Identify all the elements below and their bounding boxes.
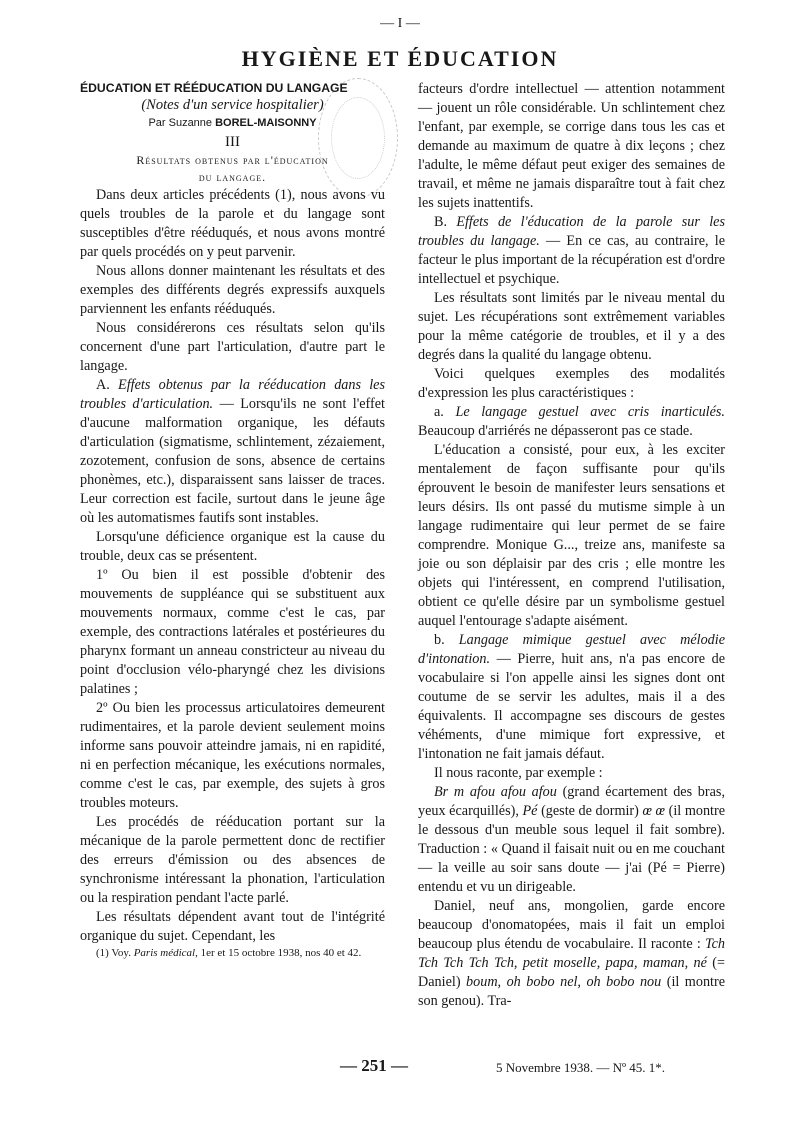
paragraph: [418, 631, 725, 764]
subsection-heading: Le langage gestuel avec cris inarticulés.: [455, 404, 725, 420]
paragraph: Les résultats dépendent avant tout de l'intégrité organique du sujet. Cependant, les: [80, 909, 385, 944]
footnote-journal: Paris médical: [133, 947, 196, 959]
paragraph: Les procédés de rééducation portant sur la mécanique de la parole permettent donc de rectifier des erreurs d'émission ou des absences de synchronisme intéressant la phonation, l'articulation ou la respiration pendant l'acte parlé.: [80, 814, 385, 906]
quoted-speech: Br m afou afou afou: [434, 784, 557, 800]
paragraph-text: (il montre le dessous d'un meuble sous lequel il fait sombre). Traduction : « Quand il faisait nuit ou en me couchant — la veille au soir sans doute — j'ai (Pé = Pierre) entendu et vu un dirigeable.: [418, 803, 726, 895]
section-heading: Effets de l'éducation de la parole sur les troubles du langage.: [418, 214, 725, 249]
subsection-heading: Langage mimique gestuel avec mélodie d'intonation.: [418, 632, 725, 667]
part-title: [80, 152, 385, 186]
paragraph: L'éducation a consisté, pour eux, à les exciter mentalement de façon suffisante pour qu'ils éprouvent le besoin de manifester leurs sensations et leurs désirs. Ils ont passé du mutisme simple à un langage rudimentaire qui leur permet de se faire comprendre. Monique G..., treize ans, manifeste sa joie ou son déplaisir par des cris ; elle montre les objets qui l'intéressent, en comprend l'utilisation, obtient ce qu'elle désire par un symbolisme gestuel auquel l'entourage s'adapte aisément.: [418, 442, 725, 629]
issue-date: 5 Novembre 1938. — Nº 45. 1*.: [496, 1060, 666, 1075]
quoted-speech: Pé: [522, 803, 538, 819]
left-column: [80, 80, 385, 960]
page-mark: — I —: [380, 16, 420, 31]
subsection-letter: a.: [434, 404, 456, 420]
subsection-letter: b.: [434, 632, 459, 648]
article-subtitle: (Notes d'un service hospitalier): [141, 97, 324, 113]
article-title: ÉDUCATION ET RÉÉDUCATION DU LANGAGE: [80, 81, 348, 95]
right-column: [418, 80, 725, 1011]
section-title: HYGIÈNE ET ÉDUCATION: [241, 46, 559, 71]
part-number: III: [225, 134, 240, 150]
paragraph: [418, 783, 725, 897]
quoted-speech: Tch Tch Tch Tch Tch, petit moselle, papa, maman, né: [418, 936, 725, 971]
footnote-text: , 1er et 15 octobre 1938, nos 40 et 42.: [195, 947, 362, 959]
quoted-speech: boum, oh bobo nel, oh bobo nou: [466, 974, 662, 990]
paragraph: Lorsqu'une déficience organique est la cause du trouble, deux cas se présentent.: [80, 529, 385, 564]
paragraph: Les résultats sont limités par le niveau mental du sujet. Les récupérations sont extrêmement variables pour la même catégorie de troubles, et il y a des degrés dans la qualité du langage obtenu.: [418, 290, 725, 363]
byline-author: BOREL-MAISONNY: [215, 117, 317, 129]
section-heading: Effets obtenus par la rééducation dans les troubles d'articulation.: [80, 377, 385, 412]
paragraph-text: (grand écartement des bras, yeux écarquillés),: [418, 784, 725, 819]
paragraph: Nous allons donner maintenant les résultats et des exemples des différents degrés expressifs auxquels parviennent les enfants rééduqués.: [80, 263, 385, 317]
paragraph: [418, 213, 725, 289]
paragraph-text: Daniel, neuf ans, mongolien, garde encore beaucoup d'onomatopées, mais il fait un emploi beaucoup plus étendu de vocabulaire. Il raconte :: [418, 898, 725, 952]
paragraph-text: Beaucoup d'arriérés ne dépasseront pas ce stade.: [418, 423, 693, 439]
paragraph: [418, 403, 725, 441]
paragraph-text: (il montre son genou). Tra-: [418, 974, 725, 1009]
section-letter: B.: [434, 214, 457, 230]
paragraph: [80, 376, 385, 528]
paragraph: Il nous raconte, par exemple :: [434, 765, 603, 781]
paragraph: Nous considérerons ces résultats selon qu'ils concernent d'une part l'articulation, d'autre part le langage.: [80, 320, 385, 374]
paragraph-text: — Pierre, huit ans, n'a pas encore de vocabulaire si l'on appelle ainsi les signes dont ont coutume de se servir les adultes, mais il a des équivalents. Il accompagne ses discours de gestes véhéments, d'une mimique fort expressive, et l'intonation ne fait jamais défaut.: [418, 651, 725, 762]
paragraph-text: — Lorsqu'ils ne sont l'effet d'aucune malformation organique, les défauts d'articulation (sigmatisme, schlintement, zézaiement, zozotement, confusion de sons, absence de certains phonèmes, etc.), disparaissent sans laisser de traces. Leur correction est facile, surtout dans le jeune âge où les automatismes fautifs sont instables.: [80, 396, 385, 526]
paragraph-text: (geste de dormir): [537, 803, 643, 819]
section-letter: A.: [96, 377, 119, 393]
byline-prefix: Par Suzanne: [148, 117, 216, 129]
part-title-line-1: Résultats obtenus par l'éducation: [136, 153, 329, 167]
paragraph: facteurs d'ordre intellectuel — attention notamment — jouent un rôle considérable. Un schlintement chez l'enfant, par exemple, se corrige dans tous les cas et demande au maximum de quatre à dix leçons ; chez l'adulte, le même défaut peut exiger des semaines de travail, et même ne jamais disparaître tout à fait chez les sujets inattentifs.: [418, 81, 725, 211]
footnote-text: (1) Voy.: [96, 947, 134, 959]
paragraph-text: (= Daniel): [418, 955, 725, 990]
part-title-line-2: du langage.: [198, 170, 267, 184]
paragraph: 2º Ou bien les processus articulatoires demeurent rudimentaires, et la parole devient seulement moins informe sans pouvoir atteindre jamais, ni en rapidité, ni en perfection mécanique, les exécutions normales, comme c'est le cas, par exemple, des sujets à gros troubles moteurs.: [80, 700, 385, 811]
paragraph-text: — En ce cas, au contraire, le facteur le plus important de la récupération est d'ordre intellectuel et psychique.: [418, 233, 726, 287]
paragraph: 1º Ou bien il est possible d'obtenir des mouvements de suppléance qui se substituent aux mouvements normaux, comme c'est le cas, par exemple, des contractions latérales et postérieures du pharynx formant un anneau constricteur au niveau du point d'occlusion vélo-pharyngé chez les divisions palatines ;: [80, 567, 385, 697]
footnote: [80, 946, 385, 960]
page-number: — 251 —: [340, 1056, 408, 1075]
paragraph: [418, 897, 725, 1011]
paragraph: Dans deux articles précédents (1), nous avons vu quels troubles de la parole et du langage sont susceptibles d'être rééduqués, et nous avons montré par quels procédés on y peut parvenir.: [80, 187, 385, 260]
paragraph: Voici quelques exemples des modalités d'expression les plus caractéristiques :: [418, 366, 725, 401]
quoted-speech: œ œ: [642, 803, 666, 819]
article-byline: [80, 114, 385, 133]
